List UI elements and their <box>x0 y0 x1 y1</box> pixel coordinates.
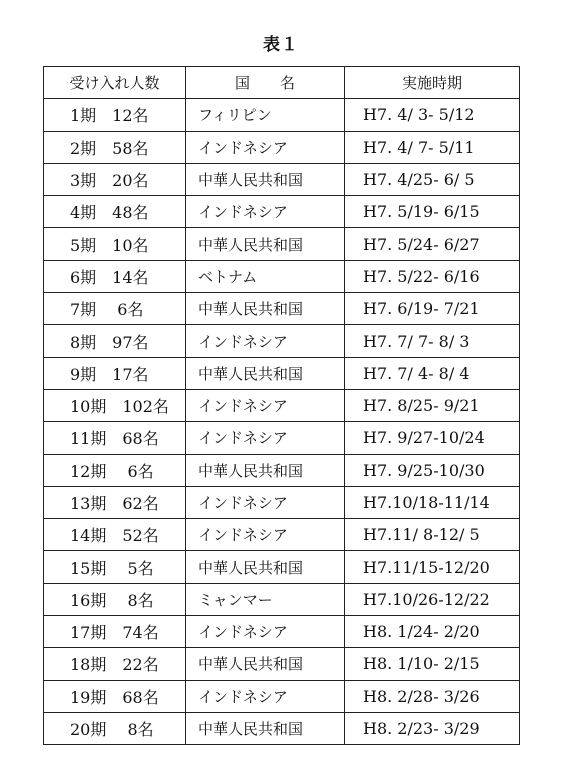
cell-country: インドネシア <box>186 519 345 551</box>
cell-accept-count: 6期 14名 <box>44 260 186 292</box>
cell-country: インドネシア <box>186 131 345 163</box>
table-row <box>44 293 520 325</box>
cell-period: H7. 6/19- 7/21 <box>345 293 520 325</box>
table-row <box>44 616 520 648</box>
header-accept-count: 受け入れ人数 <box>44 67 186 99</box>
cell-accept-count: 3期 20名 <box>44 163 186 195</box>
cell-accept-count: 20期 8名 <box>44 712 186 744</box>
table-row <box>44 99 520 131</box>
cell-accept-count: 9期 17名 <box>44 357 186 389</box>
cell-period: H7.10/18-11/14 <box>345 486 520 518</box>
table-row <box>44 163 520 195</box>
cell-accept-count: 14期 52名 <box>44 519 186 551</box>
cell-period: H7. 5/22- 6/16 <box>345 260 520 292</box>
table-row <box>44 260 520 292</box>
table-header-row <box>44 67 520 99</box>
cell-period: H7. 8/25- 9/21 <box>345 389 520 421</box>
cell-accept-count: 17期 74名 <box>44 616 186 648</box>
cell-period: H8. 2/23- 3/29 <box>345 712 520 744</box>
table-row <box>44 228 520 260</box>
cell-accept-count: 10期 102名 <box>44 389 186 421</box>
cell-country: インドネシア <box>186 616 345 648</box>
cell-period: H8. 2/28- 3/26 <box>345 680 520 712</box>
cell-period: H7. 9/25-10/30 <box>345 454 520 486</box>
table-row <box>44 325 520 357</box>
cell-period: H8. 1/10- 2/15 <box>345 648 520 680</box>
cell-country: インドネシア <box>186 486 345 518</box>
header-country: 国 名 <box>186 67 345 99</box>
table-row <box>44 486 520 518</box>
cell-period: H7. 5/19- 6/15 <box>345 196 520 228</box>
cell-country: 中華人民共和国 <box>186 357 345 389</box>
table-row <box>44 712 520 744</box>
cell-period: H7.10/26-12/22 <box>345 583 520 615</box>
cell-country: 中華人民共和国 <box>186 228 345 260</box>
cell-country: インドネシア <box>186 680 345 712</box>
cell-country: 中華人民共和国 <box>186 551 345 583</box>
cell-period: H7.11/15-12/20 <box>345 551 520 583</box>
cell-country: 中華人民共和国 <box>186 648 345 680</box>
cell-period: H7. 9/27-10/24 <box>345 422 520 454</box>
cell-accept-count: 2期 58名 <box>44 131 186 163</box>
table-row <box>44 357 520 389</box>
cell-accept-count: 11期 68名 <box>44 422 186 454</box>
cell-accept-count: 12期 6名 <box>44 454 186 486</box>
cell-country: 中華人民共和国 <box>186 712 345 744</box>
cell-country: 中華人民共和国 <box>186 454 345 486</box>
cell-accept-count: 15期 5名 <box>44 551 186 583</box>
table-row <box>44 680 520 712</box>
cell-accept-count: 16期 8名 <box>44 583 186 615</box>
table-row <box>44 583 520 615</box>
cell-period: H7. 7/ 4- 8/ 4 <box>345 357 520 389</box>
cell-country: インドネシア <box>186 422 345 454</box>
cell-country: ベトナム <box>186 260 345 292</box>
cell-accept-count: 5期 10名 <box>44 228 186 260</box>
cell-period: H7. 4/25- 6/ 5 <box>345 163 520 195</box>
cell-period: H7. 5/24- 6/27 <box>345 228 520 260</box>
cell-period: H7. 4/ 7- 5/11 <box>345 131 520 163</box>
cell-accept-count: 19期 68名 <box>44 680 186 712</box>
cell-country: インドネシア <box>186 325 345 357</box>
cell-country: 中華人民共和国 <box>186 163 345 195</box>
cell-country: ミャンマー <box>186 583 345 615</box>
table-row <box>44 648 520 680</box>
table-title: 表１ <box>263 35 299 55</box>
cell-accept-count: 1期 12名 <box>44 99 186 131</box>
table-row <box>44 454 520 486</box>
cell-country: フィリピン <box>186 99 345 131</box>
table-row <box>44 389 520 421</box>
cell-accept-count: 7期 6名 <box>44 293 186 325</box>
cell-country: インドネシア <box>186 196 345 228</box>
cell-country: インドネシア <box>186 389 345 421</box>
cell-accept-count: 13期 62名 <box>44 486 186 518</box>
header-period: 実施時期 <box>345 67 520 99</box>
cell-accept-count: 8期 97名 <box>44 325 186 357</box>
table-row <box>44 422 520 454</box>
table-row <box>44 519 520 551</box>
cell-country: 中華人民共和国 <box>186 293 345 325</box>
cell-accept-count: 4期 48名 <box>44 196 186 228</box>
table-row <box>44 196 520 228</box>
table-row <box>44 131 520 163</box>
cell-period: H8. 1/24- 2/20 <box>345 616 520 648</box>
cell-period: H7. 4/ 3- 5/12 <box>345 99 520 131</box>
training-schedule-table <box>43 66 520 745</box>
cell-accept-count: 18期 22名 <box>44 648 186 680</box>
table-row <box>44 551 520 583</box>
cell-period: H7. 7/ 7- 8/ 3 <box>345 325 520 357</box>
cell-period: H7.11/ 8-12/ 5 <box>345 519 520 551</box>
